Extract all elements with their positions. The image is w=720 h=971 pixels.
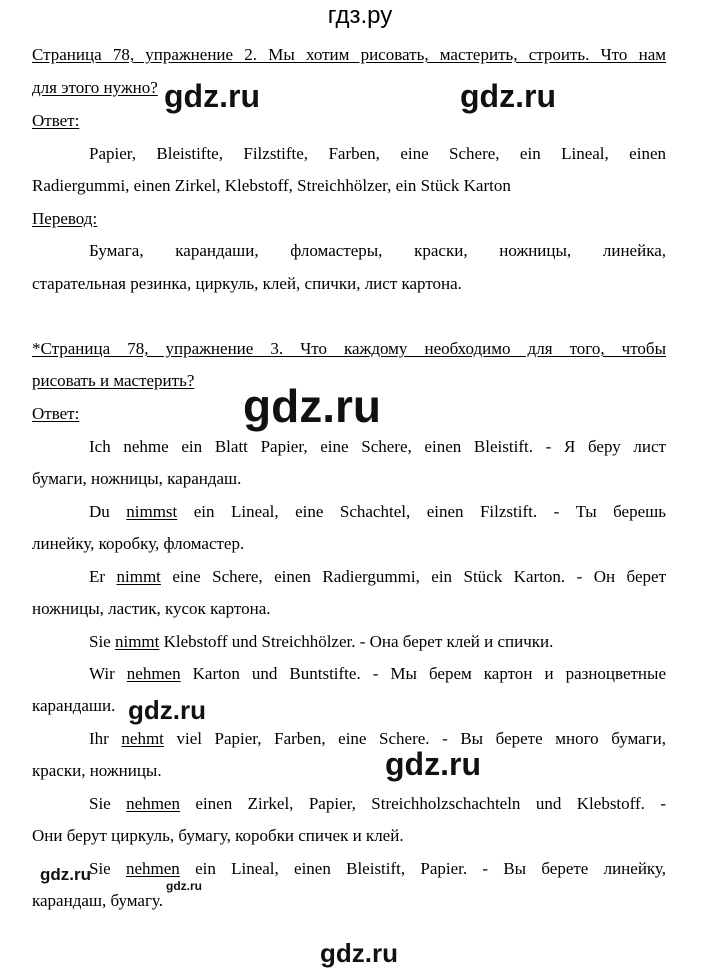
ex3-item-text: Wir: [89, 664, 127, 683]
ex3-item-verb: nimmst: [126, 502, 178, 521]
ex3-item-text: Ich nehme ein Blatt Papier, eine Schere, einen Bleistift. - Я беру лист: [89, 437, 666, 456]
watermark: gdz.ru: [164, 78, 260, 114]
ex3-item-text: ein Lineal, einen Bleistift, Papier. - Вы берете линейку,: [179, 859, 666, 878]
ex3-item-line1: [89, 437, 666, 457]
ex3-item-text: viel Papier, Farben, eine Schere. - Вы берете много бумаги,: [163, 729, 666, 748]
ex3-title-line2: рисовать и мастерить?: [32, 371, 195, 390]
watermark: gdz.ru: [40, 865, 91, 884]
ex3-item-line1: [89, 502, 666, 522]
watermark: gdz.ru: [320, 938, 398, 968]
ex3-title-line1: *Страница 78, упражнение 3. Что каждому необходимо для того, чтобы: [32, 339, 666, 358]
ex3-item-verb: nimmt: [114, 632, 160, 651]
watermark: gdz.ru: [166, 879, 202, 893]
ex3-item-line1: [89, 729, 666, 749]
ex3-item-verb: nehmt: [121, 729, 164, 748]
ex3-item-text: Sie: [89, 859, 126, 878]
ex2-translation-label: Перевод:: [32, 209, 98, 228]
site-header: гдз.ру: [327, 2, 393, 29]
ex3-item-line1: [89, 664, 666, 684]
ex2-translation-line1: Бумага, карандаши, фломастеры, краски, ножницы, линейка,: [89, 241, 666, 260]
ex3-item-verb: nehmen: [126, 664, 181, 683]
ex3-item-text: Karton und Buntstifte. - Мы берем картон и разноцветные: [180, 664, 666, 683]
watermark: gdz.ru: [385, 746, 481, 782]
ex3-item-line2: линейку, коробку, фломастер.: [32, 534, 245, 553]
ex3-item-text: Du: [89, 502, 127, 521]
ex2-answer-line1: Papier, Bleistifte, Filzstifte, Farben, eine Schere, ein Lineal, einen: [89, 144, 666, 163]
ex2-title-line2: для этого нужно?: [32, 78, 158, 97]
ex3-item-verb: nehmen: [126, 794, 180, 813]
ex2-translation-line2: старательная резинка, циркуль, клей, спички, лист картона.: [32, 274, 462, 293]
watermark: gdz.ru: [128, 695, 206, 725]
ex2-answer-label: Ответ:: [32, 111, 80, 130]
ex3-item-text: Klebstoff und Streichhölzer. - Она берет клей и спички.: [159, 632, 554, 651]
ex3-answer-label: Ответ:: [32, 404, 80, 423]
ex3-item-line2: карандаш, бумагу.: [32, 891, 163, 910]
ex3-item-line2: краски, ножницы.: [32, 761, 162, 780]
ex3-item-text: Er: [89, 567, 117, 586]
watermark: gdz.ru: [460, 78, 556, 114]
ex3-item-text: Sie: [89, 794, 127, 813]
ex3-item-text: eine Schere, einen Radiergummi, ein Stück Karton. - Он берет: [160, 567, 666, 586]
ex3-item-line2: Они берут циркуль, бумагу, коробки спичек и клей.: [32, 826, 404, 845]
ex3-item-verb: nehmen: [125, 859, 180, 878]
ex3-item-line1: [89, 859, 666, 879]
ex3-item-line2: бумаги, ножницы, карандаш.: [32, 469, 242, 488]
ex3-item-line2: карандаши.: [32, 696, 116, 715]
ex3-item-line1: [89, 794, 666, 814]
ex3-item-line1: [89, 632, 666, 652]
ex3-item-line2: ножницы, ластик, кусок картона.: [32, 599, 271, 618]
ex3-item-text: Sie: [89, 632, 115, 651]
ex3-item-text: einen Zirkel, Papier, Streichholzschachteln und Klebstoff. -: [179, 794, 666, 813]
ex3-item-line1: [89, 567, 666, 587]
watermark: gdz.ru: [243, 380, 381, 432]
ex2-title-line1: Страница 78, упражнение 2. Мы хотим рисовать, мастерить, строить. Что нам: [32, 45, 666, 64]
ex3-item-verb: nimmt: [116, 567, 161, 586]
ex3-item-text: Ihr: [89, 729, 122, 748]
ex2-answer-line2: Radiergummi, einen Zirkel, Klebstoff, Streichhölzer, ein Stück Karton: [32, 176, 511, 195]
ex3-item-text: ein Lineal, eine Schachtel, einen Filzstift. - Ты берешь: [177, 502, 666, 521]
